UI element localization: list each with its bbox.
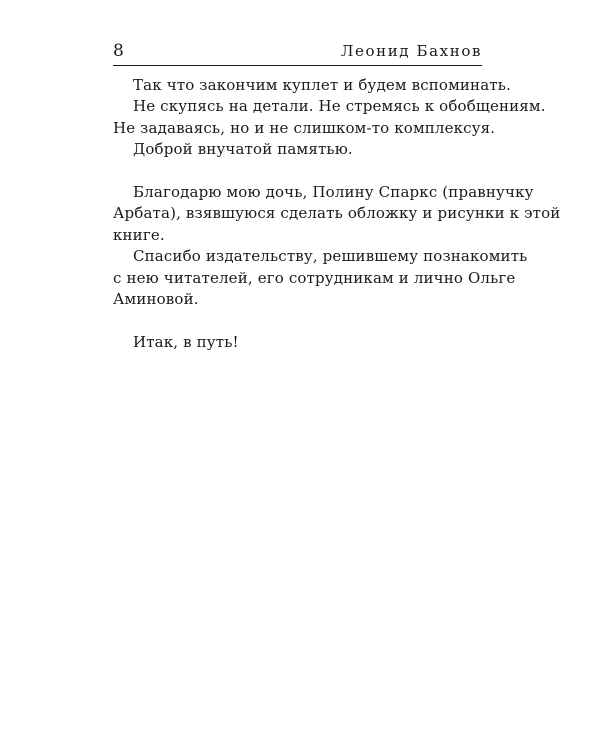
text-line: Не скупясь на детали. Не стремясь к обобщениям.: [133, 97, 546, 116]
body-text: [113, 75, 561, 353]
text-line: книге.: [113, 225, 165, 244]
paragraph: [113, 139, 482, 160]
paragraph: [113, 75, 511, 96]
page-header: [113, 40, 482, 62]
text-line: Доброй внучатой памятью.: [133, 140, 353, 159]
header-rule: [113, 65, 482, 66]
paragraph: [113, 118, 496, 139]
text-line: с нею читателей, его сотрудникам и лично Ольге: [113, 268, 516, 287]
text-line: Не задаваясь, но и не слишком-то комплексуя.: [113, 118, 496, 137]
page-number: 8: [113, 41, 124, 61]
text-line: Так что закончим куплет и будем вспоминать.: [133, 76, 511, 94]
paragraph: [113, 332, 482, 353]
paragraph: [113, 246, 528, 310]
paragraph: [113, 96, 546, 117]
text-line: Аминовой.: [113, 290, 199, 309]
running-head-author: Леонид Бахнов: [340, 42, 482, 60]
paragraph: [113, 182, 561, 246]
text-line: Спасибо издательству, решившему познакомить: [133, 247, 528, 266]
paragraph-gap: [113, 310, 482, 331]
text-line: Благодарю мою дочь, Полину Спаркс (правнучку: [133, 183, 534, 202]
text-line: Итак, в путь!: [133, 332, 239, 351]
paragraph-gap: [113, 161, 482, 182]
text-line: Арбата), взявшуюся сделать обложку и рисунки к этой: [113, 204, 561, 223]
